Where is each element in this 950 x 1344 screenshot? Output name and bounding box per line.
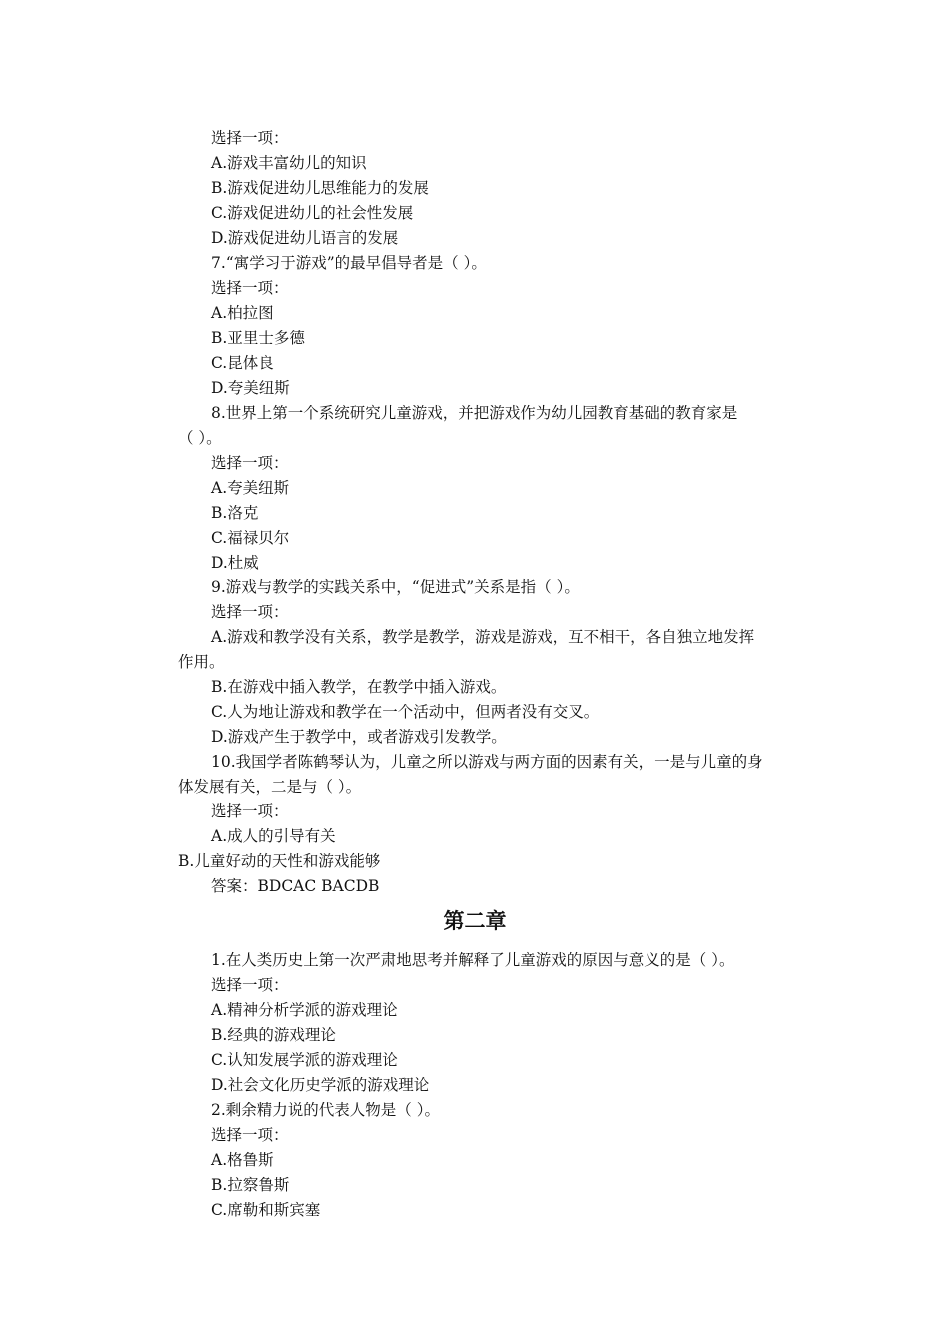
answer-key: 答案：BDCAC BACDB xyxy=(211,877,380,895)
option-c: C.福禄贝尔 xyxy=(211,529,290,547)
option-a-cont: 作用。 xyxy=(178,653,225,671)
option-a: A.成人的引导有关 xyxy=(211,827,336,845)
question-2: 2.剩余精力说的代表人物是（ ）。 xyxy=(211,1101,440,1119)
option-c: C.昆体良 xyxy=(211,354,274,372)
option-c: C.人为地让游戏和教学在一个活动中，但两者没有交叉。 xyxy=(211,703,600,721)
option-d: D.社会文化历史学派的游戏理论 xyxy=(211,1076,430,1094)
choice-prompt: 选择一项： xyxy=(211,603,289,621)
option-a: A.夸美纽斯 xyxy=(211,479,290,497)
option-b: B.游戏促进幼儿思维能力的发展 xyxy=(211,179,429,197)
question-9: 9.游戏与教学的实践关系中，“促进式”关系是指（ ）。 xyxy=(211,578,580,596)
option-b: B.洛克 xyxy=(211,504,259,522)
choice-prompt: 选择一项： xyxy=(211,1126,289,1144)
option-b: B.经典的游戏理论 xyxy=(211,1026,336,1044)
option-a: A.柏拉图 xyxy=(211,304,274,322)
choice-prompt: 选择一项： xyxy=(211,976,289,994)
option-d: D.游戏促进幼儿语言的发展 xyxy=(211,229,399,247)
question-10: 10.我国学者陈鹤琴认为，儿童之所以游戏与两方面的因素有关，一是与儿童的身 xyxy=(211,753,763,771)
option-b: B.拉察鲁斯 xyxy=(211,1176,290,1194)
option-a: A.游戏丰富幼儿的知识 xyxy=(211,154,367,172)
choice-prompt: 选择一项： xyxy=(211,802,289,820)
question-8: 8.世界上第一个系统研究儿童游戏，并把游戏作为幼儿园教育基础的教育家是 xyxy=(211,404,738,422)
option-d: D.杜威 xyxy=(211,554,259,572)
choice-prompt: 选择一项： xyxy=(211,279,289,297)
choice-prompt: 选择一项： xyxy=(211,454,289,472)
option-a: A.精神分析学派的游戏理论 xyxy=(211,1001,398,1019)
option-d: D.游戏产生于教学中，或者游戏引发教学。 xyxy=(211,728,507,746)
option-b: B.亚里士多德 xyxy=(211,329,305,347)
question-8-cont: （ ）。 xyxy=(178,429,222,447)
option-b: B.在游戏中插入教学，在教学中插入游戏。 xyxy=(211,678,507,696)
option-c: C.席勒和斯宾塞 xyxy=(211,1201,321,1219)
question-7: 7.“寓学习于游戏”的最早倡导者是（ ）。 xyxy=(211,254,487,272)
chapter-heading: 第二章 xyxy=(443,909,507,933)
option-d: D.夸美纽斯 xyxy=(211,379,290,397)
question-10-cont: 体发展有关，二是与（ ）。 xyxy=(178,778,362,796)
option-a: A.格鲁斯 xyxy=(211,1151,274,1169)
option-a: A.游戏和教学没有关系，教学是教学，游戏是游戏，互不相干，各自独立地发挥 xyxy=(211,628,755,646)
option-c: C.游戏促进幼儿的社会性发展 xyxy=(211,204,414,222)
option-b: B.儿童好动的天性和游戏能够 xyxy=(178,852,381,870)
option-c: C.认知发展学派的游戏理论 xyxy=(211,1051,398,1069)
choice-prompt: 选择一项： xyxy=(211,129,289,147)
question-1: 1.在人类历史上第一次严肃地思考并解释了儿童游戏的原因与意义的是（ ）。 xyxy=(211,951,735,969)
